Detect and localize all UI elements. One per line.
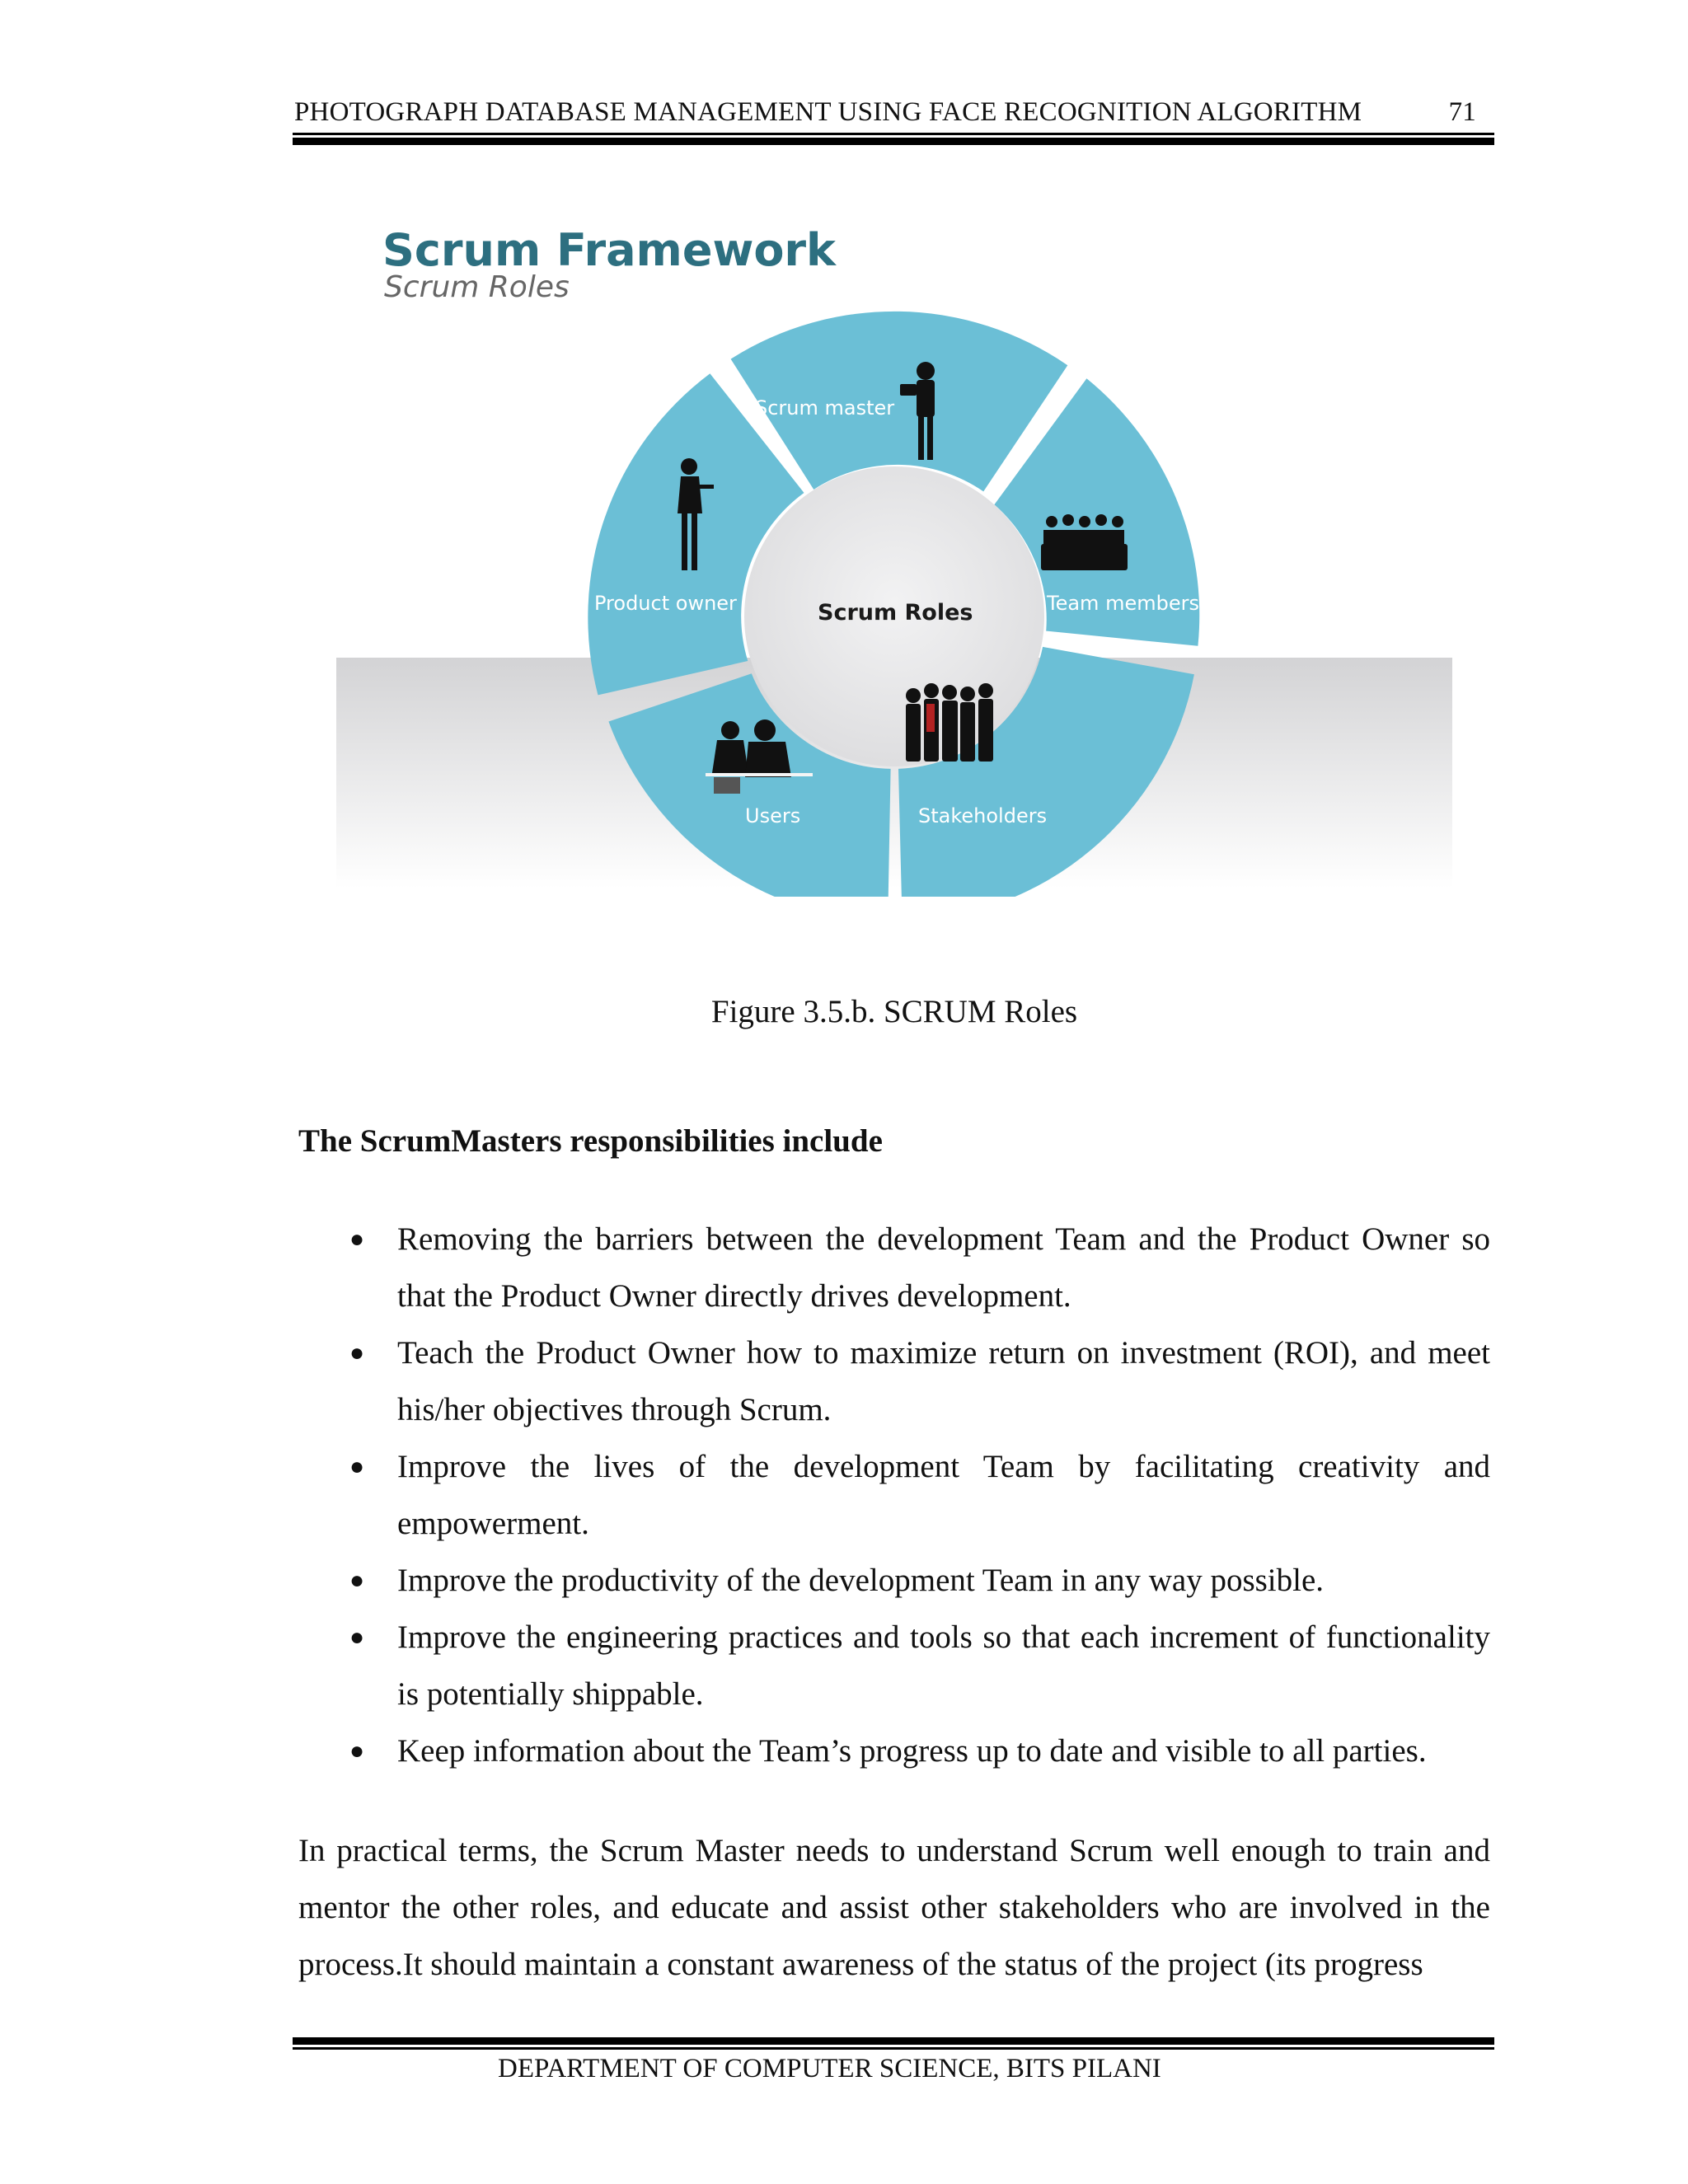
list-item: ● Improve the engineering practices and tools so that each increment of functionality is potentially shippable. [298,1609,1490,1722]
list-item: ● Teach the Product Owner how to maximize return on investment (ROI), and meet his/her objectives through Scrum. [298,1324,1490,1438]
label-users: Users [745,804,801,827]
section-heading: The ScrumMasters responsibilities include [298,1123,883,1159]
team-members-figure-icon [1041,514,1128,570]
header-rule-thick [293,138,1494,145]
scrum-wheel-graphic [336,204,1452,897]
scrum-roles-figure [336,204,1452,897]
figure-caption: Figure 3.5.b. SCRUM Roles [710,994,1078,1029]
footer-rule-thin [293,2047,1494,2050]
responsibilities-list [298,1211,1490,1779]
header-rule-thin [293,133,1494,135]
figure-subtitle: Scrum Roles [384,270,570,304]
figure-title: Scrum Framework [382,224,836,276]
stakeholders-figure-icon [906,683,993,762]
footer-rule-thick [293,2037,1494,2045]
bullet-icon: ● [349,1567,365,1594]
label-team-members: Team members [1047,592,1199,615]
bullet-icon: ● [349,1226,365,1253]
bullet-icon: ● [349,1339,365,1366]
list-item: ● Improve the productivity of the development Team in any way possible. [298,1552,1490,1609]
label-product-owner: Product owner [594,592,737,615]
label-scrum-master: Scrum master [755,396,895,419]
bullet-icon: ● [349,1624,365,1651]
document-title: PHOTOGRAPH DATABASE MANAGEMENT USING FACE RECOGNITION ALGORITHM [294,97,1362,127]
page-header [294,97,1494,128]
list-item: ● Improve the lives of the development Team by facilitating creativity and empowerment. [298,1438,1490,1552]
body-paragraph: In practical terms, the Scrum Master needs to understand Scrum well enough to train and mentor the other roles, and educate and assist other stakeholders who are involved in the process.It should maintain a constant awareness of the status of the project (its progress [298,1833,1490,1982]
bullet-icon: ● [349,1737,365,1765]
center-label: Scrum Roles [818,600,973,626]
list-item: ● Removing the barriers between the development Team and the Product Owner so that the Product Owner directly drives development. [298,1211,1490,1324]
page-number: 71 [1448,97,1476,127]
list-item: ● Keep information about the Team’s progress up to date and visible to all parties. [298,1722,1490,1779]
bullet-icon: ● [349,1453,365,1480]
page-footer: DEPARTMENT OF COMPUTER SCIENCE, BITS PILANI [498,2054,1161,2083]
label-stakeholders: Stakeholders [918,804,1048,827]
